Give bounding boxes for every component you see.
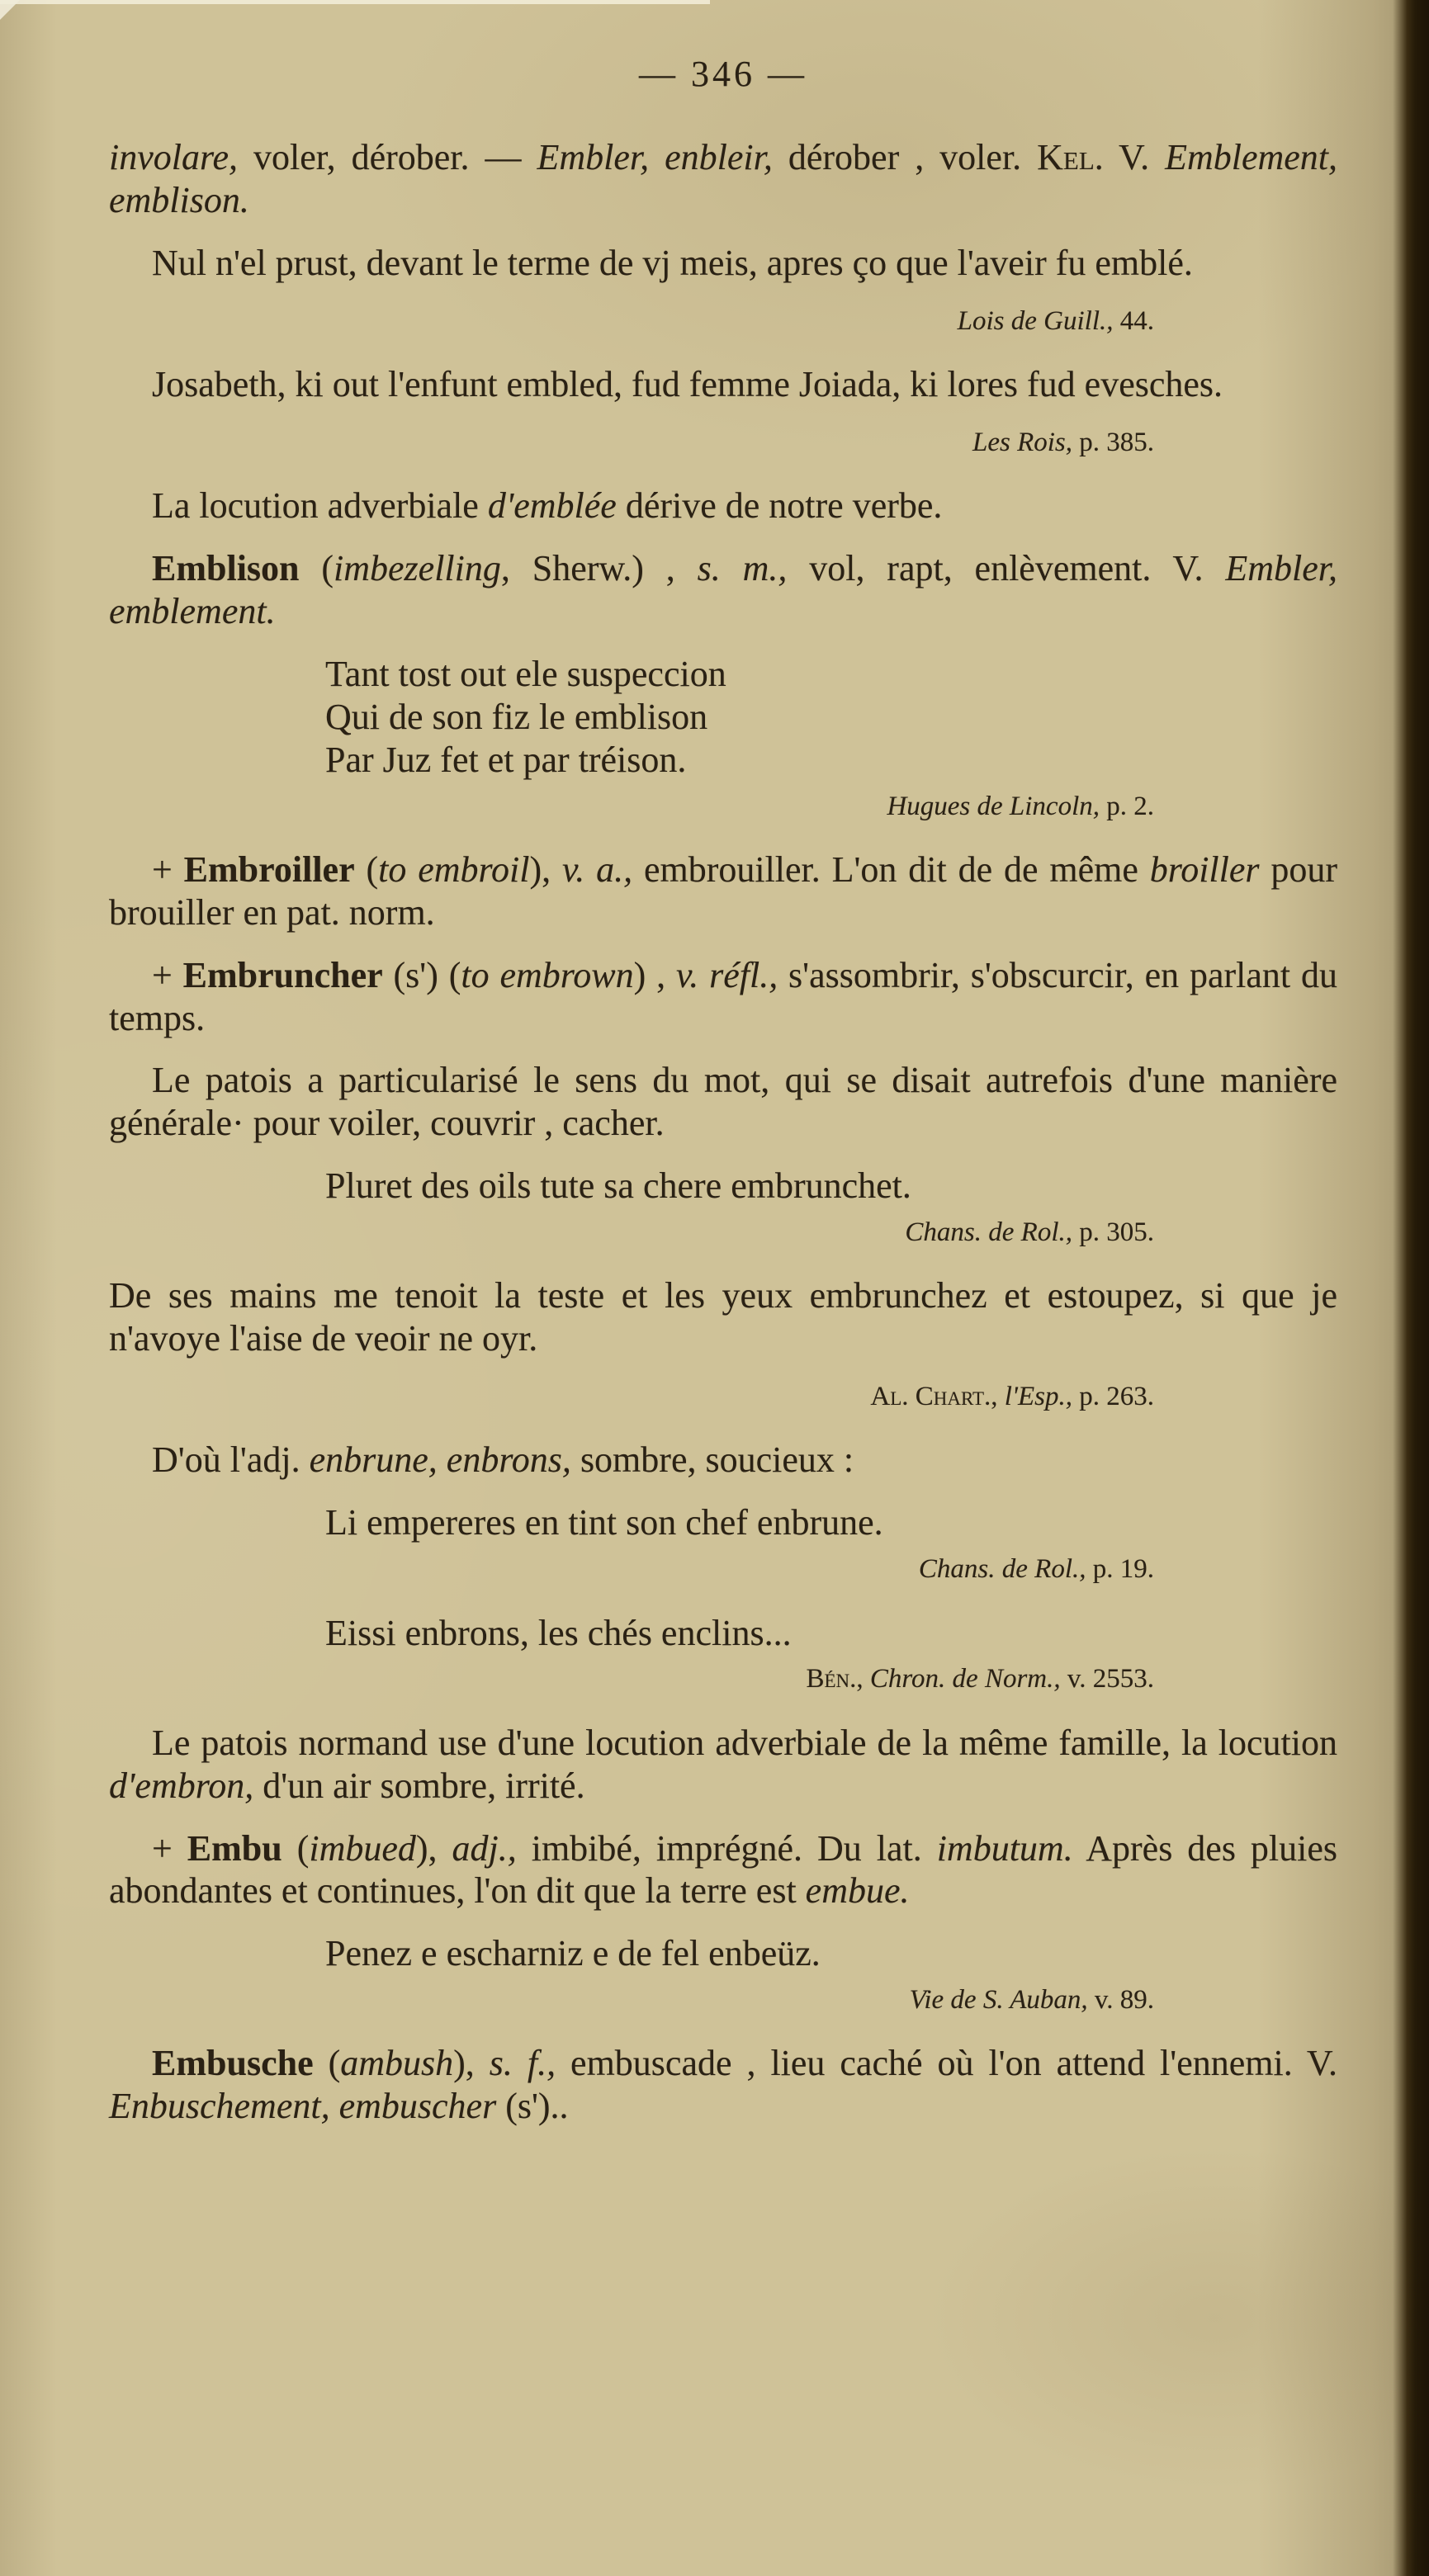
text-run: s. m., (697, 548, 788, 589)
citation-source (109, 426, 1154, 460)
text-run: (s').. (496, 2086, 569, 2127)
text-run: p. 305. (1072, 1217, 1154, 1248)
entry-paragraph (109, 547, 1337, 633)
text-run: involare, (109, 137, 238, 177)
entry-paragraph (109, 848, 1337, 934)
text-run: Embusche (152, 2043, 314, 2084)
body-paragraph (109, 1439, 1337, 1482)
verse-line: Eissi enbrons, les chés enclins... (325, 1612, 792, 1653)
text-run: , Sherw.) , (500, 548, 698, 589)
continuation-paragraph (109, 136, 1337, 222)
text-run: Chans. de Rol., (905, 1217, 1072, 1248)
text-run: p. 19. (1086, 1554, 1154, 1585)
text-run: + (152, 954, 183, 995)
text-run: ( (354, 848, 379, 890)
text-run: pour brouiller en pat. norm. (109, 848, 1338, 933)
text-run: 44. (1113, 305, 1154, 336)
entry-paragraph (109, 2042, 1337, 2128)
text-run: ), (529, 848, 562, 890)
text-run (998, 1382, 1005, 1411)
text-run: broiller (1149, 848, 1260, 890)
verse-line: Penez e escharniz e de fel enbeüz. (325, 1933, 821, 1974)
text-run: imbezelling (334, 548, 501, 589)
text-run: Josabeth, ki out l'enfunt embled, fud femme Joiada, ki lores fud evesches. (152, 363, 1223, 404)
citation-source (109, 1380, 1154, 1414)
text-run: s. f., (489, 2043, 556, 2084)
text-run: Embroiller (183, 848, 355, 890)
text-run: Embler, emblement. (109, 548, 1337, 631)
citation-source (109, 1983, 1154, 2017)
text-run: v. a., (561, 848, 633, 890)
text-run: (s') ( (382, 954, 461, 995)
text-run: to embroil (378, 848, 530, 890)
text-run: p. 385. (1072, 427, 1154, 457)
text-run: ), (415, 1827, 452, 1869)
text-run: d'embron, (109, 1765, 254, 1806)
text-run: embue. (805, 1870, 910, 1912)
citation-source (109, 1553, 1154, 1586)
verse-line: Qui de son fiz le emblison (325, 696, 708, 737)
text-run: De ses mains me tenoit la teste et les yeux embrunchez et estoupez, si que je n'avoye l'aise de veoir ne oyr. (109, 1275, 1337, 1359)
text-run: D'où l'adj. (152, 1439, 310, 1481)
entry-paragraph (109, 954, 1337, 1040)
text-run: Après des pluies abondantes et continues, l'on dit que la terre est (109, 1827, 1338, 1912)
text-run: imbibé, imprégné. Du lat. (516, 1827, 937, 1869)
text-run (864, 1664, 870, 1694)
verse-line: Pluret des oils tute sa chere embrunchet. (325, 1165, 911, 1207)
text-run: p. 2. (1100, 791, 1154, 821)
text-run: vol, rapt, enlèvement. V. (787, 548, 1226, 589)
text-run: Emblison (152, 548, 300, 589)
text-run: Vie de S. Auban, (909, 1985, 1088, 2016)
text-run: V. (1103, 137, 1166, 177)
text-run: imbutum. (936, 1827, 1073, 1869)
text-run: d'un air sombre, irrité. (253, 1765, 585, 1806)
page-number: — 346 — (639, 54, 807, 94)
text-run: Les Rois, (972, 427, 1072, 457)
text-run: Le patois normand use d'une locution adverbiale de la même famille, la locution (152, 1722, 1337, 1763)
citation-source (109, 790, 1154, 824)
quote-paragraph (109, 242, 1337, 285)
citation-source (109, 1216, 1154, 1250)
text-run: adj., (452, 1827, 517, 1869)
citation-source (109, 1662, 1154, 1696)
text-run: to embrown (461, 954, 634, 995)
text-run: enbrune, enbrons, (309, 1439, 571, 1481)
citation-source (109, 305, 1154, 338)
text-run: v. 2553. (1060, 1664, 1154, 1694)
text-blocks (109, 136, 1337, 2128)
text-run: + (152, 848, 184, 890)
verse-quote (325, 1932, 1337, 1975)
text-run: dérive de notre verbe. (616, 485, 943, 527)
text-run: d'emblée (487, 485, 617, 527)
verse-quote (325, 1612, 1337, 1655)
page-content (109, 53, 1337, 2148)
text-run: ( (282, 1827, 310, 1869)
body-paragraph (109, 484, 1337, 527)
text-run: ( (313, 2043, 341, 2084)
body-paragraph (109, 1059, 1337, 1145)
text-run: ( (299, 548, 334, 589)
text-run: Embu (187, 1827, 282, 1869)
text-run: ambush (340, 2043, 454, 2084)
text-run: Kel. (1037, 137, 1104, 177)
text-run: Chans. de Rol., (918, 1554, 1086, 1585)
scan-top-highlight (0, 0, 710, 4)
text-run: p. 263. (1072, 1382, 1154, 1412)
text-run: l'Esp., (1004, 1382, 1072, 1412)
verse-line: Par Juz fet et par tréison. (325, 739, 687, 780)
text-run: sombre, soucieux : (570, 1439, 854, 1481)
text-run: La locution adverbiale (152, 485, 488, 527)
page-corner (0, 0, 20, 20)
text-run: embuscade , lieu caché où l'on attend l'ennemi. V. (556, 2043, 1337, 2084)
text-run: s'assombrir, s'obscurcir, en parlant du temps. (109, 954, 1337, 1038)
text-run: Emblement, emblison. (109, 137, 1338, 220)
text-run: imbued (309, 1827, 416, 1869)
text-run: Al. Chart., (870, 1382, 998, 1412)
text-run: Nul n'el prust, devant le terme de vj meis, apres ço que l'aveir fu emblé. (152, 242, 1193, 283)
text-run: Chron. de Norm., (869, 1664, 1061, 1694)
text-run: Lois de Guill., (957, 305, 1114, 336)
text-run: Le patois a particularisé le sens du mot, qui se disait autrefois d'une manière générale· pour voiler, couvrir , cacher. (109, 1060, 1337, 1144)
text-run: Bén., (806, 1664, 864, 1694)
entry-paragraph (109, 1827, 1337, 1913)
text-run: ), (453, 2043, 490, 2084)
verse-quote (325, 1165, 1337, 1208)
text-run: embrouiller. L'on dit de de même (632, 848, 1150, 890)
verse-line: Li empereres en tint son chef enbrune. (325, 1502, 883, 1543)
text-run: Enbuschement, embuscher (109, 2086, 497, 2127)
text-run: v. 89. (1087, 1985, 1154, 2016)
verse-quote (325, 653, 1337, 782)
quote-paragraph (109, 363, 1337, 406)
text-run: v. réfl., (675, 954, 778, 995)
body-paragraph (109, 1722, 1337, 1808)
verse-line: Tant tost out ele suspeccion (325, 653, 726, 694)
text-run: + (152, 1827, 187, 1869)
text-run: Hugues de Lincoln, (887, 791, 1100, 821)
text-run: ) , (633, 954, 676, 995)
verse-quote (325, 1501, 1337, 1544)
text-run: Embler, enbleir, (537, 137, 773, 177)
text-run: Embruncher (182, 954, 383, 995)
text-run: voler, dérober. — (238, 137, 537, 177)
quote-paragraph (109, 1274, 1337, 1360)
text-run: dérober , voler. (772, 137, 1038, 177)
book-edge-shadow (1393, 0, 1429, 2576)
